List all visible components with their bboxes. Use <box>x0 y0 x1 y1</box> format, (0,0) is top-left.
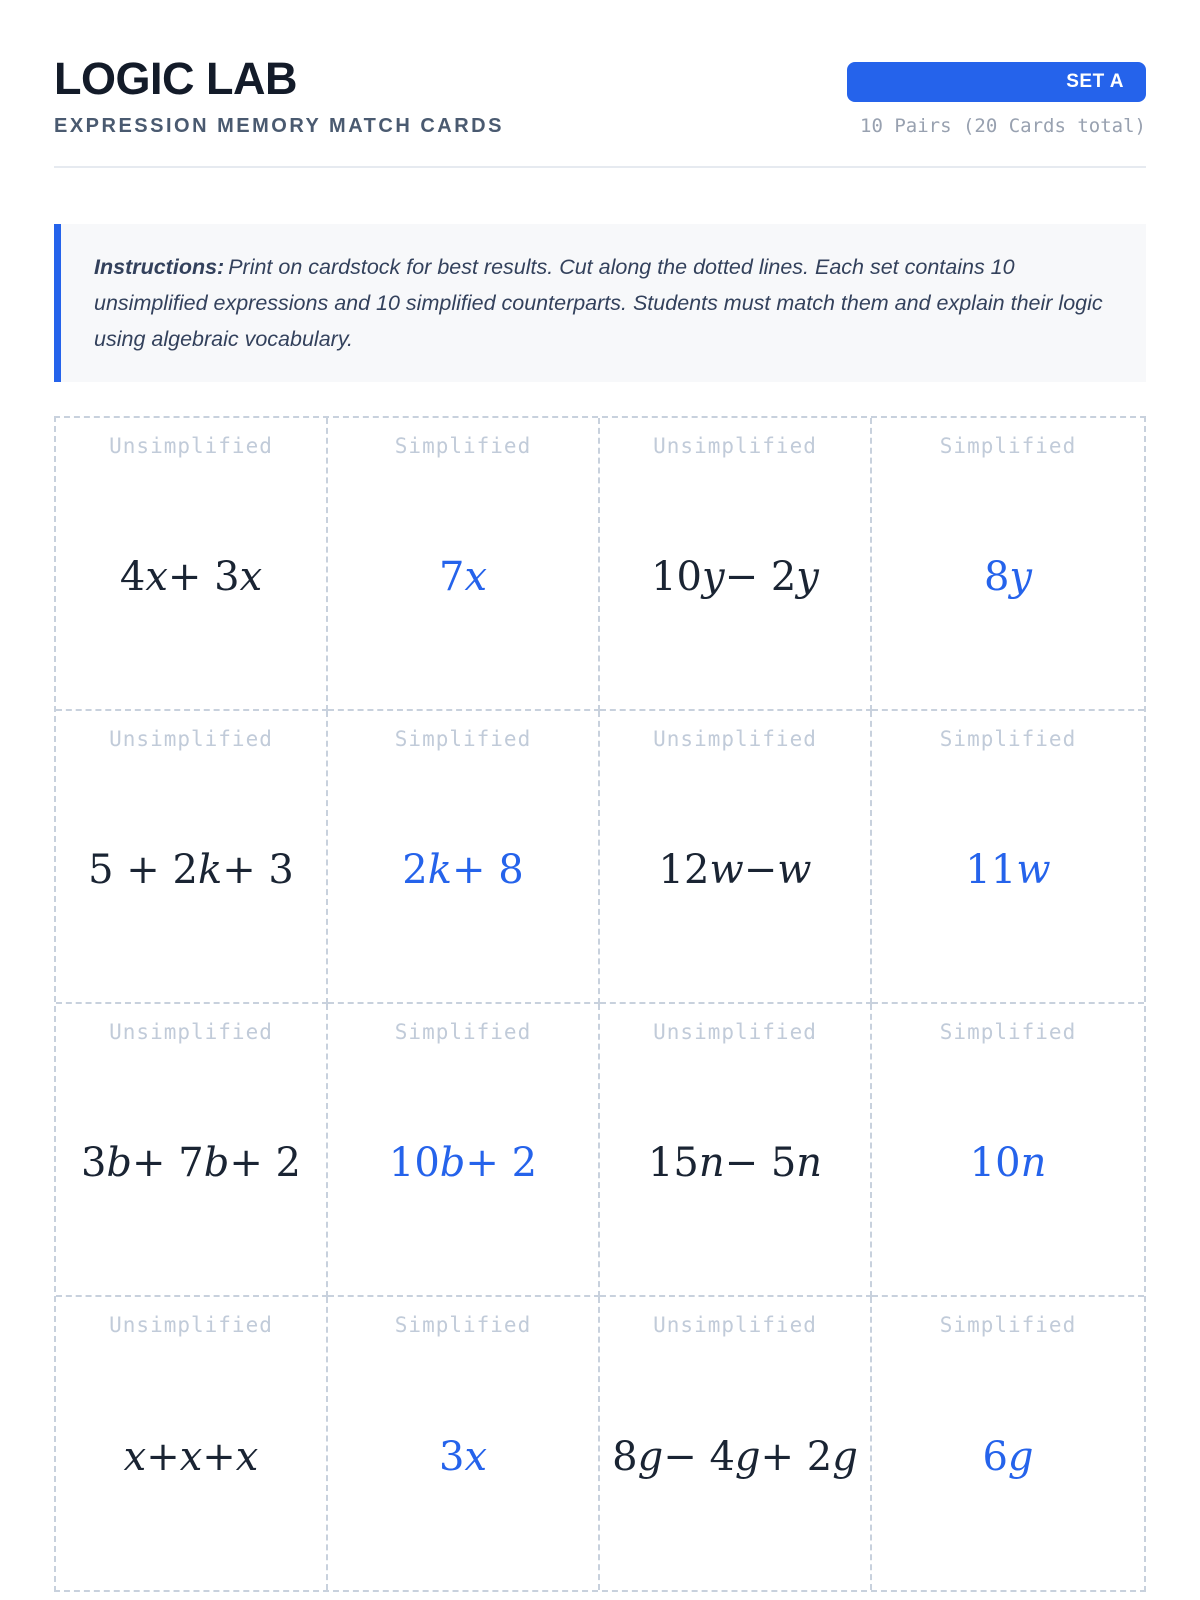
page-title: LOGIC LAB <box>54 53 297 104</box>
card-expression: 5 + 2 k + 3 <box>88 846 294 893</box>
card-expression: 8 g − 4 g + 2 g <box>612 1433 858 1480</box>
card-expression: 12 w − w <box>658 846 812 893</box>
card <box>56 711 328 1004</box>
card-expression: 6 g <box>982 1433 1034 1480</box>
card-expression: 10 y − 2 y <box>651 553 819 600</box>
card-type-label: Unsimplified <box>109 434 273 458</box>
page-subtitle: EXPRESSION MEMORY MATCH CARDS <box>54 115 504 137</box>
card <box>872 418 1144 711</box>
card-sheet-page <box>54 0 1146 1592</box>
card <box>56 418 328 711</box>
card <box>600 711 872 1004</box>
card-expression: 15 n − 5 n <box>647 1139 823 1186</box>
card <box>872 1297 1144 1590</box>
card-type-label: Unsimplified <box>109 1313 273 1337</box>
instructions-callout <box>54 224 1146 382</box>
card-type-label: Simplified <box>394 1313 532 1337</box>
card-type-label: Unsimplified <box>653 1313 817 1337</box>
card <box>872 711 1144 1004</box>
card-expression: 3 x <box>438 1433 487 1480</box>
card-type-label: Simplified <box>394 434 532 458</box>
card-type-label: Unsimplified <box>653 727 817 751</box>
card-expression: 8 y <box>983 553 1033 600</box>
card <box>600 1004 872 1297</box>
card-expression: 11 w <box>965 846 1051 893</box>
card-type-label: Simplified <box>939 1020 1077 1044</box>
instructions-label: Instructions: <box>94 255 225 279</box>
card-expression: x + x + x <box>123 1433 259 1480</box>
pairs-count-text: 10 Pairs (20 Cards total) <box>860 115 1146 137</box>
card-type-label: Simplified <box>939 727 1077 751</box>
card-type-label: Unsimplified <box>653 434 817 458</box>
card <box>328 1297 600 1590</box>
header-left <box>54 53 504 138</box>
set-badge: SET A <box>847 62 1146 102</box>
card <box>328 418 600 711</box>
header-divider <box>54 166 1146 168</box>
card-type-label: Simplified <box>394 727 532 751</box>
card-expression: 4 x + 3 x <box>119 553 263 600</box>
card <box>56 1297 328 1590</box>
card-expression: 7 x <box>438 553 487 600</box>
card-type-label: Simplified <box>939 434 1077 458</box>
card-expression: 3 b + 7 b + 2 <box>80 1139 302 1186</box>
card-expression: 2 k + 8 <box>402 846 524 893</box>
instructions-body: Print on cardstock for best results. Cut along the dotted lines. Each set contains 10 unsimplified expressions and 10 simplified counterparts. Students must match them and explain their logic using algebraic vocabulary. <box>94 255 1103 351</box>
header-right <box>847 62 1146 137</box>
card-type-label: Simplified <box>939 1313 1077 1337</box>
card-expression: 10 n <box>969 1139 1047 1186</box>
card <box>600 1297 872 1590</box>
card-type-label: Unsimplified <box>653 1020 817 1044</box>
card <box>328 711 600 1004</box>
card-expression: 10 b + 2 <box>388 1139 538 1186</box>
card-type-label: Unsimplified <box>109 727 273 751</box>
header <box>54 53 1146 138</box>
card <box>56 1004 328 1297</box>
card-type-label: Simplified <box>394 1020 532 1044</box>
card-type-label: Unsimplified <box>109 1020 273 1044</box>
card-grid <box>54 416 1146 1592</box>
card <box>872 1004 1144 1297</box>
card <box>328 1004 600 1297</box>
card <box>600 418 872 711</box>
